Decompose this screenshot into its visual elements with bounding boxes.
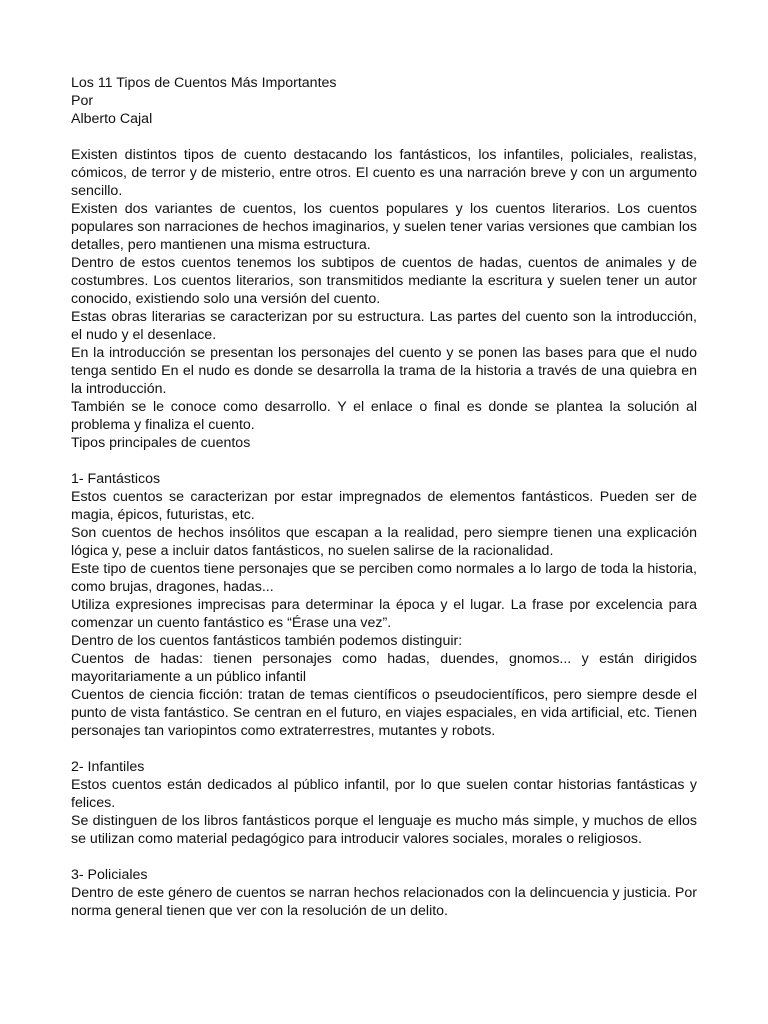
spacer xyxy=(71,452,697,470)
spacer xyxy=(71,128,697,146)
byline-label: Por xyxy=(71,93,94,109)
intro-paragraph: Existen distintos tipos de cuento destacando los fantásticos, los infantiles, policiales, realistas, cómicos, de terror y de misterio, entre otros. El cuento es una narración breve y con un argumento sencillo. xyxy=(71,147,697,199)
section-paragraph: Son cuentos de hechos insólitos que escapan a la realidad, pero siempre tienen una explicación lógica y, pese a incluir datos fantásticos, no suelen salirse de la racionalidad. xyxy=(71,525,697,559)
document-title: Los 11 Tipos de Cuentos Más Importantes xyxy=(71,75,337,91)
spacer xyxy=(71,740,697,758)
section-paragraph: Cuentos de hadas: tienen personajes como hadas, duendes, gnomos... y están dirigidos mayoritariamente a un público infantil xyxy=(71,651,697,685)
section-paragraph: Dentro de este género de cuentos se narran hechos relacionados con la delincuencia y justicia. Por norma general tienen que ver con la resolución de un delito. xyxy=(71,885,697,919)
intro-paragraph: Estas obras literarias se caracterizan por su estructura. Las partes del cuento son la introducción, el nudo y el desenlace. xyxy=(71,309,697,343)
section-policiales xyxy=(71,866,697,920)
section-fantasticos xyxy=(71,470,697,740)
intro-section xyxy=(71,146,697,452)
section-paragraph: Se distinguen de los libros fantásticos porque el lenguaje es mucho más simple, y muchos de ellos se utilizan como material pedagógico para introducir valores sociales, morales o religiosos. xyxy=(71,813,697,847)
section-heading: 1- Fantásticos xyxy=(71,471,161,487)
section-infantiles xyxy=(71,758,697,848)
section-paragraph: Cuentos de ciencia ficción: tratan de temas científicos o pseudocientíficos, pero siempre desde el punto de vista fantástico. Se centran en el futuro, en viajes espaciales, en vida artificial, etc. Tienen personajes tan variopintos como extraterrestres, mutantes y robots. xyxy=(71,687,697,739)
intro-paragraph: En la introducción se presentan los personajes del cuento y se ponen las bases para que el nudo tenga sentido En el nudo es donde se desarrolla la trama de la historia a través de una quiebra en la introducción. xyxy=(71,345,697,397)
author-name: Alberto Cajal xyxy=(71,111,153,127)
intro-paragraph: Existen dos variantes de cuentos, los cuentos populares y los cuentos literarios. Los cuentos populares son narraciones de hechos imaginarios, y suelen tener varias versiones que cambian los detalles, pero mantienen una misma estructura. xyxy=(71,201,697,253)
section-paragraph: Utiliza expresiones imprecisas para determinar la época y el lugar. La frase por excelencia para comenzar un cuento fantástico es “Érase una vez”. xyxy=(71,597,697,631)
spacer xyxy=(71,848,697,866)
section-paragraph: Este tipo de cuentos tiene personajes que se perciben como normales a lo largo de toda la historia, como brujas, dragones, hadas... xyxy=(71,561,697,595)
document-header xyxy=(71,74,697,128)
intro-paragraph: También se le conoce como desarrollo. Y el enlace o final es donde se plantea la solución al problema y finaliza el cuento. xyxy=(71,399,697,433)
section-heading: 2- Infantiles xyxy=(71,759,145,775)
section-paragraph: Estos cuentos se caracterizan por estar impregnados de elementos fantásticos. Pueden ser de magia, épicos, futuristas, etc. xyxy=(71,489,697,523)
intro-paragraph: Dentro de estos cuentos tenemos los subtipos de cuentos de hadas, cuentos de animales y de costumbres. Los cuentos literarios, son transmitidos mediante la escritura y suelen tener un autor conocido, existiendo solo una versión del cuento. xyxy=(71,255,697,307)
section-heading: 3- Policiales xyxy=(71,867,148,883)
types-heading: Tipos principales de cuentos xyxy=(71,435,251,451)
section-paragraph: Estos cuentos están dedicados al público infantil, por lo que suelen contar historias fantásticas y felices. xyxy=(71,777,697,811)
section-paragraph: Dentro de los cuentos fantásticos también podemos distinguir: xyxy=(71,633,463,649)
